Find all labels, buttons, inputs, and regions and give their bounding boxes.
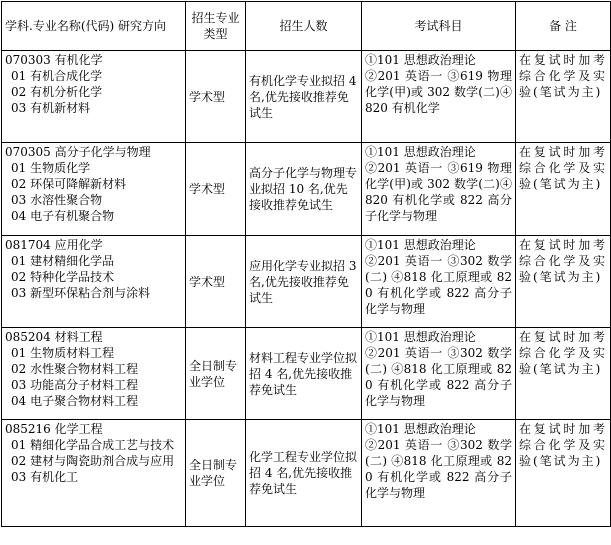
admissions-table bbox=[1, 1, 611, 527]
note-cell: 在复试时加考综合化学及实验(笔试为主) bbox=[516, 328, 611, 420]
direction-item: 02 有机分析化学 bbox=[11, 85, 103, 99]
type-cell: 学术型 bbox=[186, 143, 246, 236]
subject-line: ②201 英语一 ③302 数学(二) ④818 化工原理或 820 有机化学或 822 高分子化学与物理 bbox=[365, 438, 512, 500]
direction-item: 01 有机合成化学 bbox=[11, 69, 103, 83]
header-major: 学科.专业名称(代码) 研究方向 bbox=[2, 2, 186, 51]
note-cell: 在复试时加考综合化学及实验(笔试为主) bbox=[516, 143, 611, 236]
direction-item: 03 有机化工 bbox=[11, 470, 79, 484]
count-cell: 材料工程专业学位拟招 4 名,优先接收推荐免试生 bbox=[246, 328, 362, 420]
subjects-cell bbox=[362, 143, 516, 236]
direction-item: 02 特种化学品技术 bbox=[11, 270, 115, 284]
major-name: 070303 有机化学 bbox=[5, 53, 103, 67]
direction-item: 04 电子有机聚合物 bbox=[11, 209, 115, 223]
header-type: 招生专业类型 bbox=[186, 2, 246, 51]
type-cell: 全日制专业学位 bbox=[186, 420, 246, 527]
major-cell bbox=[2, 51, 186, 143]
type-cell: 学术型 bbox=[186, 236, 246, 328]
major-cell bbox=[2, 236, 186, 328]
type-cell: 学术型 bbox=[186, 51, 246, 143]
direction-item: 01 建材精细化学品 bbox=[11, 254, 115, 268]
direction-item: 02 环保可降解新材料 bbox=[11, 177, 127, 191]
header-count: 招生人数 bbox=[246, 2, 362, 51]
subject-line: ①101 思想政治理论 bbox=[365, 53, 476, 67]
table-row bbox=[2, 143, 611, 236]
direction-item: 02 建材与陶瓷助剂合成与应用 bbox=[11, 454, 175, 468]
direction-item: 03 新型环保粘合剂与涂料 bbox=[11, 286, 151, 300]
note-cell: 在复试时加考综合化学及实验(笔试为主) bbox=[516, 236, 611, 328]
table-header-row bbox=[2, 2, 611, 51]
header-subjects: 考试科目 bbox=[362, 2, 516, 51]
header-note: 备 注 bbox=[516, 2, 611, 51]
major-cell bbox=[2, 143, 186, 236]
direction-item: 01 生物质化学 bbox=[11, 161, 91, 175]
major-cell bbox=[2, 420, 186, 527]
direction-item: 01 生物质材料工程 bbox=[11, 346, 115, 360]
direction-item: 01 精细化学品合成工艺与技术 bbox=[11, 438, 175, 452]
direction-item: 02 水性聚合物材料工程 bbox=[11, 362, 139, 376]
table-row bbox=[2, 328, 611, 420]
note-cell: 在复试时加考综合化学及实验(笔试为主) bbox=[516, 51, 611, 143]
direction-item: 03 有机新材料 bbox=[11, 101, 91, 115]
major-name: 070305 高分子化学与物理 bbox=[5, 145, 151, 159]
direction-item: 03 水溶性聚合物 bbox=[11, 193, 103, 207]
table-row bbox=[2, 236, 611, 328]
subject-line: ①101 思想政治理论 bbox=[365, 422, 476, 436]
major-name: 085204 材料工程 bbox=[5, 330, 103, 344]
count-cell: 化学工程专业学位拟招 4 名,优先接收推荐免试生 bbox=[246, 420, 362, 527]
subject-line: ②201 英语一 ③619 物理化学(甲)或 302 数学(二)④820 有机化学或 822 高分子化学与物理 bbox=[365, 161, 512, 223]
table-row bbox=[2, 420, 611, 527]
subject-line: ①101 思想政治理论 bbox=[365, 145, 476, 159]
subjects-cell bbox=[362, 328, 516, 420]
subjects-cell bbox=[362, 236, 516, 328]
subjects-cell bbox=[362, 51, 516, 143]
note-cell: 在复试时加考综合化学及实验(笔试为主) bbox=[516, 420, 611, 527]
table-row bbox=[2, 51, 611, 143]
direction-item: 03 功能高分子材料工程 bbox=[11, 378, 139, 392]
subject-line: ①101 思想政治理论 bbox=[365, 330, 476, 344]
major-cell bbox=[2, 328, 186, 420]
major-name: 085216 化学工程 bbox=[5, 422, 103, 436]
type-cell: 全日制专业学位 bbox=[186, 328, 246, 420]
major-name: 081704 应用化学 bbox=[5, 238, 103, 252]
subject-line: ②201 英语一 ③619 物理化学(甲)或 302 数学(二)④820 有机化学 bbox=[365, 69, 512, 115]
count-cell: 应用化学专业拟招 3 名,优先接收推荐免试生 bbox=[246, 236, 362, 328]
subject-line: ①101 思想政治理论 bbox=[365, 238, 476, 252]
count-cell: 有机化学专业拟招 4 名,优先接收推荐免试生 bbox=[246, 51, 362, 143]
subject-line: ②201 英语一 ③302 数学(二) ④818 化工原理或 820 有机化学或 822 高分子化学与物理 bbox=[365, 254, 512, 316]
direction-item: 04 电子聚合物材料工程 bbox=[11, 394, 139, 408]
count-cell: 高分子化学与物理专业拟招 10 名,优先接收推荐免试生 bbox=[246, 143, 362, 236]
subject-line: ②201 英语一 ③302 数学(二) ④818 化工原理或 820 有机化学或 822 高分子化学与物理 bbox=[365, 346, 512, 408]
subjects-cell bbox=[362, 420, 516, 527]
